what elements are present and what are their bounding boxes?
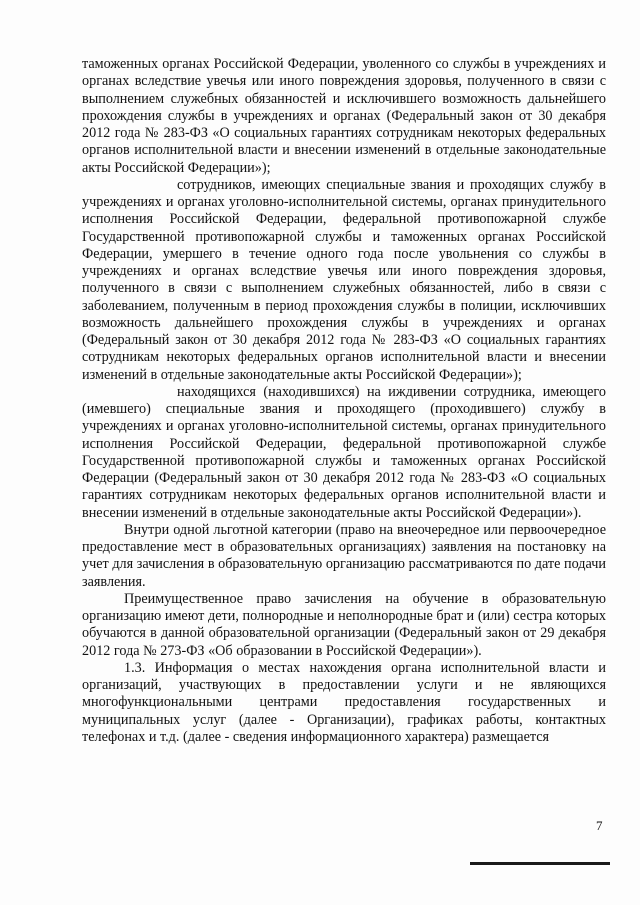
- paragraph-within-category: Внутри одной льготной категории (право на внеочередное или первоочередное предоставление мест в образовательных организациях) заявления на постановку на учет для зачисления в образовательную организацию рассматриваются по дате подачи заявления.: [82, 521, 606, 590]
- paragraph-section-1-3: 1.3. Информация о местах нахождения органа исполнительной власти и организаций, участвующих в предоставлении услуги и не являющихся многофункциональными центрами предоставления государственных и муниципальных услуг (далее - Организации), графиках работы, контактных телефонах и т.д. (далее - сведения информационного характера) размещается: [82, 659, 606, 745]
- paragraph-preferential-right: Преимущественное право зачисления на обучение в образовательную организацию имеют дети, полнородные и неполнородные брат и (или) сестра которых обучаются в данной образовательной организации (Федеральный закон от 29 декабря 2012 года № 273-ФЗ «Об образовании в Российской Федерации»).: [82, 590, 606, 659]
- paragraph-continuation: таможенных органах Российской Федерации, уволенного со службы в учреждениях и органах вследствие увечья или иного повреждения здоровья, полученного в связи с выполнением служебных обязанностей и исключившего возможность дальнейшего прохождения службы в учреждениях и органах (Федеральный закон от 30 декабря 2012 года № 283-ФЗ «О социальных гарантиях сотрудникам некоторых федеральных органов исполнительной власти и внесении изменений в отдельные законодательные акты Российской Федерации»);: [82, 56, 606, 176]
- page-number: 7: [596, 818, 603, 833]
- document-body: [82, 56, 606, 746]
- footer-rule: [470, 862, 610, 865]
- paragraph-dependents: находящихся (находившихся) на иждивении сотрудника, имеющего (имевшего) специальные звания и проходящего (проходившего) службу в учреждениях и органах уголовно-исполнительной системы, органах принудительного исполнения Российской Федерации, федеральной противопожарной службе Государственной противопожарной службы и таможенных органах Российской Федерации (Федеральный закон от 30 декабря 2012 года № 283-ФЗ «О социальных гарантиях сотрудникам некоторых федеральных органов исполнительной власти и внесении изменений в отдельные законодательные акты Российской Федерации»).: [82, 383, 606, 521]
- paragraph-employees-deceased: сотрудников, имеющих специальные звания и проходящих службу в учреждениях и органах уголовно-исполнительной системы, органах принудительного исполнения Российской Федерации, федеральной противопожарной службе Государственной противопожарной службы и таможенных органах Российской Федерации, умершего в течение одного года после увольнения со службы в учреждениях и органах вследствие увечья или иного повреждения здоровья, полученного в связи с выполнением служебных обязанностей, либо в связи с заболеванием, полученным в период прохождения службы в полиции, исключивших возможность дальнейшего прохождения службы в учреждениях и органах (Федеральный закон от 30 декабря 2012 года № 283-ФЗ «О социальных гарантиях сотрудникам некоторых федеральных органов исполнительной власти и внесении изменений в отдельные законодательные акты Российской Федерации»);: [82, 176, 606, 383]
